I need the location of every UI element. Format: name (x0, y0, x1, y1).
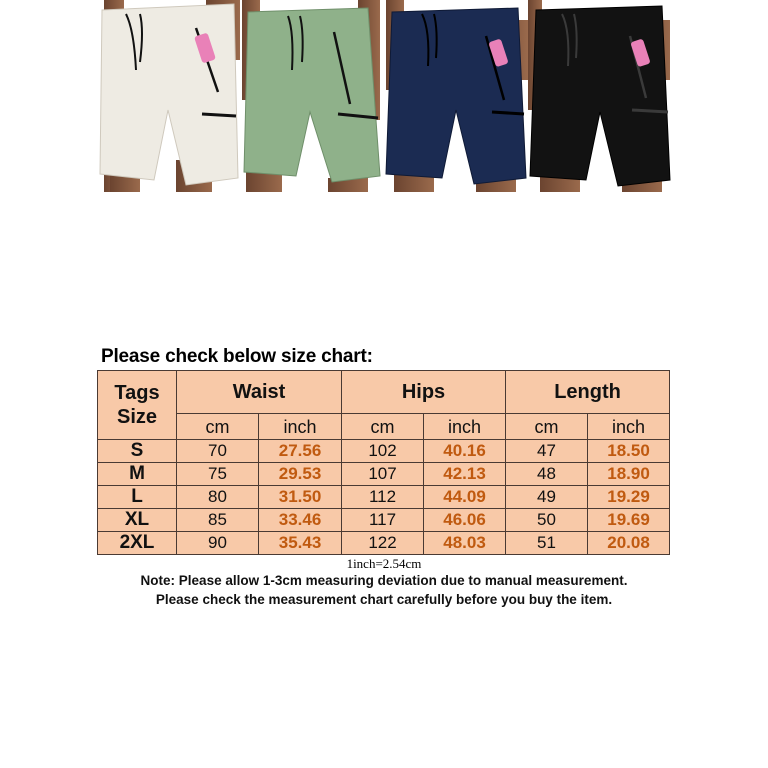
tag-header-line2: Size (116, 406, 158, 428)
waist-inch-cell: 31.50 (259, 486, 342, 509)
size-chart-heading: Please check below size chart: (101, 346, 373, 367)
length-cm-cell: 47 (506, 440, 588, 463)
length-cm-cell: 50 (506, 509, 588, 532)
product-photo-strip (96, 0, 672, 192)
hips-header: Hips (342, 371, 506, 414)
table-row (98, 486, 670, 509)
size-label: M (98, 463, 177, 486)
waist-inch-cell: 27.56 (259, 440, 342, 463)
table-row (98, 509, 670, 532)
table-header-row (98, 371, 670, 414)
length-inch-cell: 18.90 (588, 463, 670, 486)
length-inch-cell: 18.50 (588, 440, 670, 463)
length-inch-cell: 20.08 (588, 532, 670, 555)
waist-inch-cell: 35.43 (259, 532, 342, 555)
unit-header: inch (424, 414, 506, 440)
table-row (98, 463, 670, 486)
hips-cm-cell: 122 (342, 532, 424, 555)
length-cm-cell: 51 (506, 532, 588, 555)
waist-cm-cell: 75 (177, 463, 259, 486)
hips-cm-cell: 112 (342, 486, 424, 509)
hips-cm-cell: 102 (342, 440, 424, 463)
hips-inch-cell: 44.09 (424, 486, 506, 509)
measurement-note: Note: Please allow 1-3cm measuring deviation due to manual measurement. (140, 573, 628, 588)
size-label: S (98, 440, 177, 463)
waist-cm-cell: 80 (177, 486, 259, 509)
size-chart-table (97, 370, 670, 555)
waist-inch-cell: 33.46 (259, 509, 342, 532)
check-chart-note: Please check the measurement chart carefully before you buy the item. (155, 592, 613, 607)
waist-cm-cell: 90 (177, 532, 259, 555)
hips-cm-cell: 117 (342, 509, 424, 532)
waist-inch-cell: 29.53 (259, 463, 342, 486)
tag-header-line1: Tags (114, 382, 160, 404)
hips-cm-cell: 107 (342, 463, 424, 486)
shorts-photo-green (240, 0, 384, 192)
length-inch-cell: 19.29 (588, 486, 670, 509)
unit-header: cm (342, 414, 424, 440)
length-cm-cell: 48 (506, 463, 588, 486)
shorts-photo-navy (384, 0, 528, 192)
unit-header: inch (259, 414, 342, 440)
length-cm-cell: 49 (506, 486, 588, 509)
size-label: L (98, 486, 177, 509)
size-label: 2XL (98, 532, 177, 555)
length-inch-cell: 19.69 (588, 509, 670, 532)
table-row (98, 440, 670, 463)
hips-inch-cell: 40.16 (424, 440, 506, 463)
unit-header: cm (177, 414, 259, 440)
length-header: Length (506, 371, 670, 414)
waist-header: Waist (177, 371, 342, 414)
shorts-photo-black (528, 0, 672, 192)
hips-inch-cell: 46.06 (424, 509, 506, 532)
waist-cm-cell: 85 (177, 509, 259, 532)
waist-cm-cell: 70 (177, 440, 259, 463)
shorts-photo-white (96, 0, 240, 192)
unit-header-row (98, 414, 670, 440)
product-photos (96, 0, 672, 192)
hips-inch-cell: 48.03 (424, 532, 506, 555)
unit-conversion-note: 1inch=2.54cm (346, 556, 422, 571)
tag-size-header (98, 371, 177, 440)
hips-inch-cell: 42.13 (424, 463, 506, 486)
unit-header: cm (506, 414, 588, 440)
size-label: XL (98, 509, 177, 532)
table-row (98, 532, 670, 555)
unit-header: inch (588, 414, 670, 440)
